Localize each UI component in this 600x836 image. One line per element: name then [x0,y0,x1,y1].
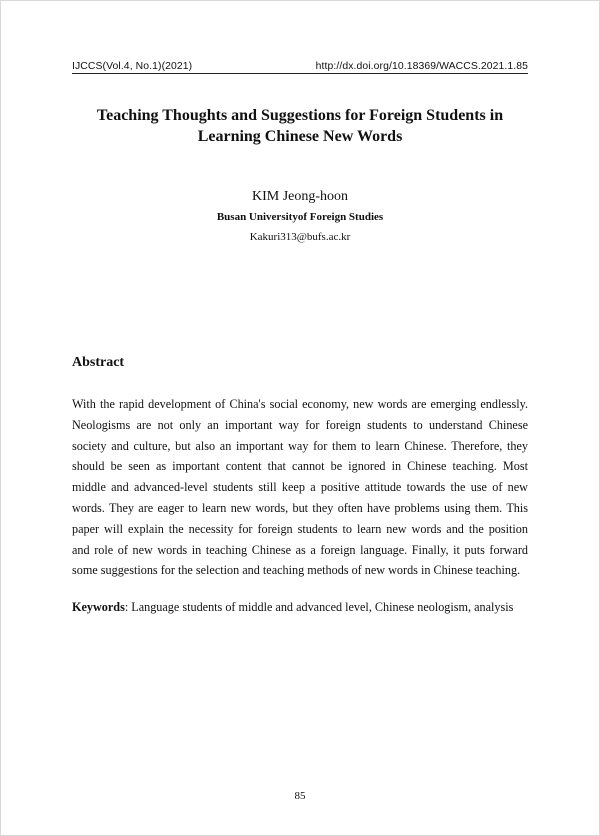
abstract-line: society and culture, but also an important way for them to learn Chinese. Therefore, they [72,438,528,453]
title-line: Teaching Thoughts and Suggestions for Foreign Students in [96,107,504,124]
abstract-line: middle and advanced-level students still keep a positive attitude towards the use of new [72,480,528,495]
abstract-line: Neologisms are not only an important way for foreign students to understand Chinese [72,417,528,432]
abstract-line: With the rapid development of China's social economy, new words are emerging endlessly. [72,397,528,411]
title-line: Learning Chinese New Words [197,128,403,145]
journal-citation: IJCCS(Vol.4, No.1)(2021) [72,61,193,72]
running-header [72,56,528,72]
abstract-line: paper will explain the necessity for foreign students to learn new words and the position [72,521,528,536]
abstract-line: and role of new words in teaching Chinese as a foreign language. Finally, it puts forward [72,542,528,557]
author-name: KIM Jeong-hoon [251,189,349,204]
author-email[interactable]: Kakuri313@bufs.ac.kr [249,231,351,243]
abstract-body [72,394,528,581]
abstract-line: some suggestions for the selection and teaching methods of new words in Chinese teaching. [72,563,521,578]
abstract-heading: Abstract [72,355,125,370]
abstract-line: should be seen as important content that cannot be ignored in Chinese teaching. Most [72,459,528,474]
author-block [72,186,528,247]
header-divider [72,73,528,74]
doi-link[interactable]: http://dx.doi.org/10.18369/WACCS.2021.1.85 [315,61,528,72]
author-affiliation: Busan Universityof Foreign Studies [216,211,384,223]
keywords-text: : Language students of middle and advanced level, Chinese neologism, analysis [124,600,514,614]
abstract-line: words. They are eager to learn new words, but they often have problems using them. This [72,500,528,515]
keywords-label: Keywords [72,600,125,614]
page-number: 85 [294,790,306,802]
paper-title [60,105,540,147]
keywords [72,597,542,617]
